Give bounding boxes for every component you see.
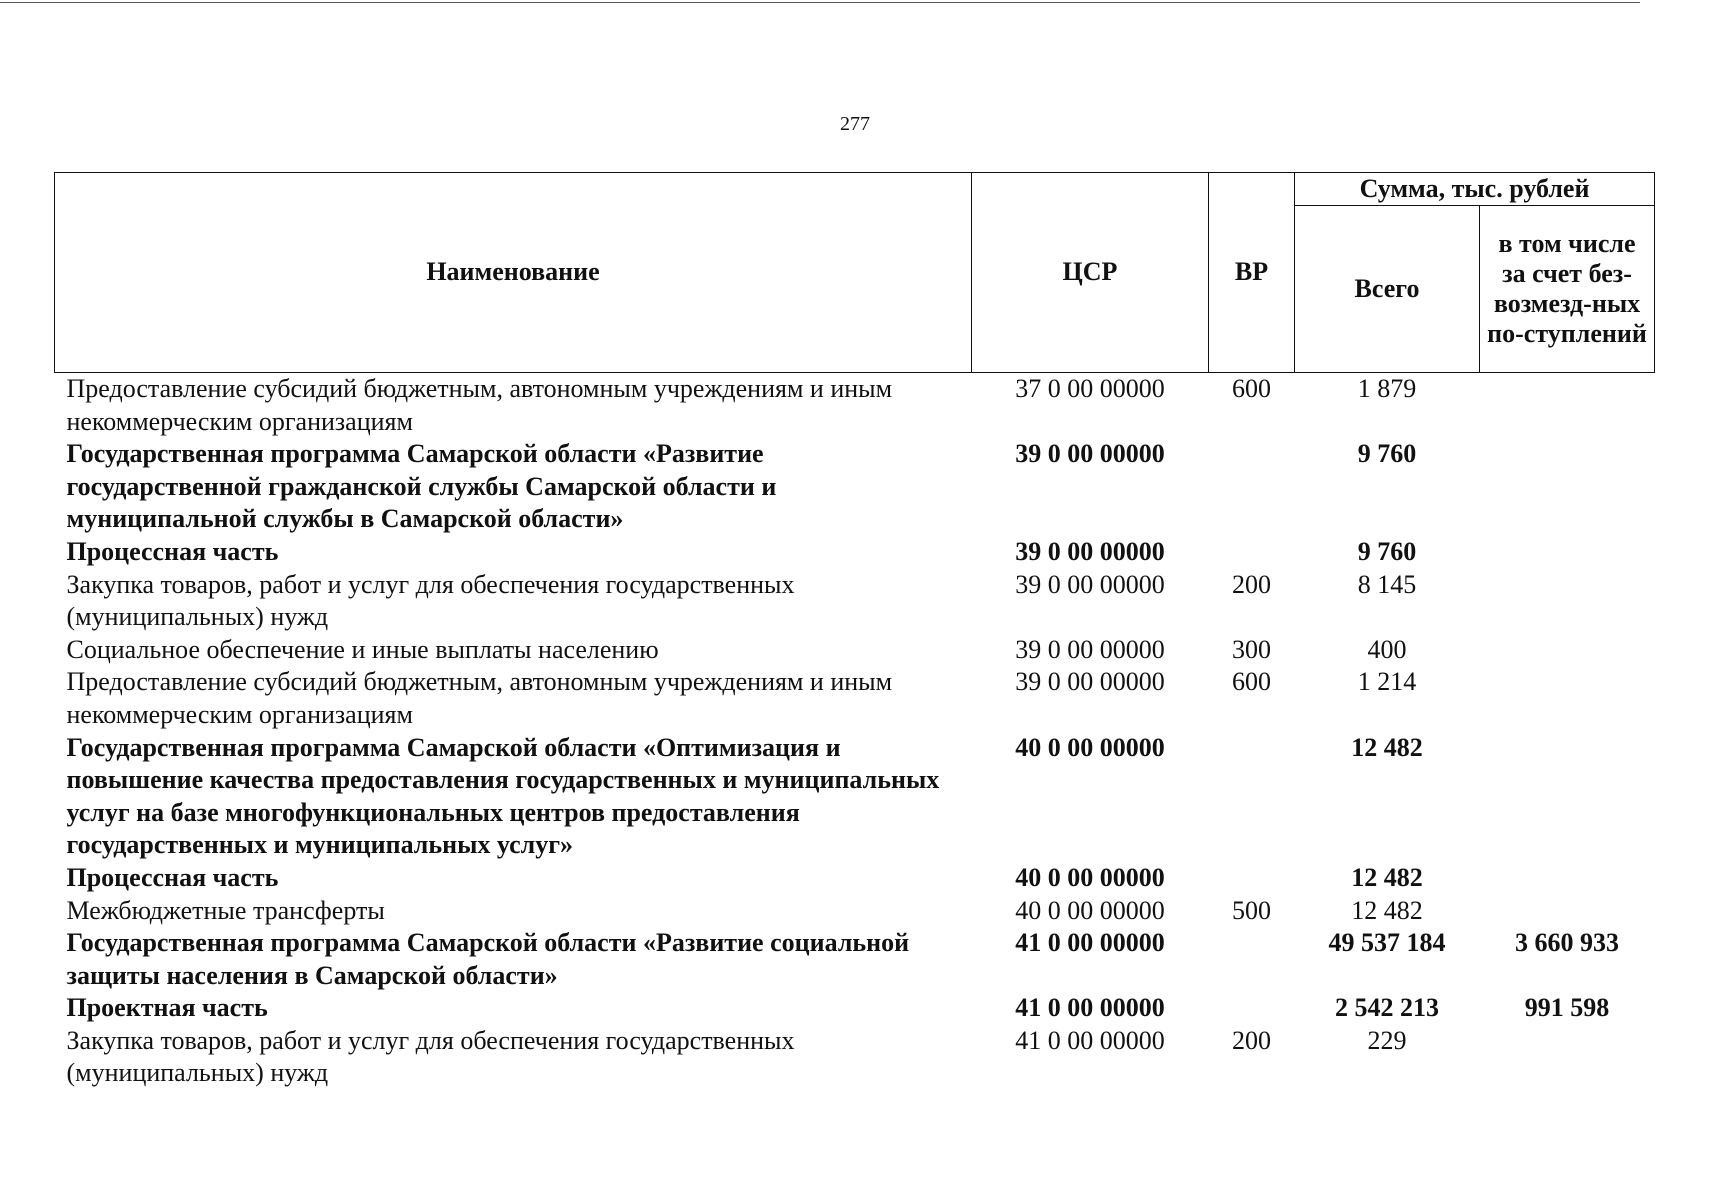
row-csr: 39 0 00 00000 xyxy=(1015,536,1165,566)
table-row xyxy=(55,373,1655,439)
row-total: 1 879 xyxy=(1357,374,1417,403)
header-csr: ЦСР xyxy=(972,173,1209,373)
table-row xyxy=(55,927,1655,992)
row-total: 9 760 xyxy=(1357,439,1417,469)
row-name: Государственная программа Самарской области «Развитие социальной защиты населения в Самарской области» xyxy=(66,928,910,990)
row-vr: 200 xyxy=(1232,1025,1271,1055)
row-total: 8 145 xyxy=(1357,569,1417,599)
row-vr xyxy=(1209,536,1295,569)
row-csr: 41 0 00 00000 xyxy=(1015,1025,1165,1055)
row-csr: 39 0 00 00000 xyxy=(1015,634,1165,664)
row-vr: 200 xyxy=(1232,569,1271,599)
row-total: 49 537 184 xyxy=(1328,928,1446,958)
row-name: Государственная программа Самарской области «Развитие государственной гражданской службы Самарской области и муниципальной службы в Самарской области» xyxy=(66,439,777,534)
row-free xyxy=(1480,732,1655,862)
table-row xyxy=(55,862,1655,895)
row-vr: 600 xyxy=(1232,667,1271,697)
table-row xyxy=(55,732,1655,862)
table-row xyxy=(55,536,1655,569)
row-name: Проектная часть xyxy=(66,993,268,1023)
table-header xyxy=(55,173,1655,373)
row-total: 1 214 xyxy=(1357,667,1417,697)
table-row xyxy=(55,569,1655,634)
row-total: 229 xyxy=(1367,1025,1407,1055)
row-vr xyxy=(1209,732,1295,862)
row-name: Социальное обеспечение и иные выплаты населению xyxy=(66,634,659,664)
row-free: 3 660 933 xyxy=(1515,928,1619,958)
row-name: Предоставление субсидий бюджетным, автономным учреждениям и иным некоммерческим организациям xyxy=(66,667,893,729)
row-free xyxy=(1480,1025,1655,1090)
row-free xyxy=(1480,666,1655,731)
header-free-receipts: в том числе за счет без-возмезд-ных по-ступлений xyxy=(1480,206,1655,373)
row-free xyxy=(1480,536,1655,569)
top-rule xyxy=(0,2,1640,3)
table-body xyxy=(55,373,1655,1091)
header-sum-group: Сумма, тыс. рублей xyxy=(1295,173,1655,206)
row-name: Государственная программа Самарской области «Оптимизация и повышение качества предоставления государственных и муниципальных услуг на базе многофункциональных центров предоставления государственных и муниципальных услуг» xyxy=(66,732,940,860)
row-total: 12 482 xyxy=(1351,862,1423,892)
row-name: Процессная часть xyxy=(66,536,279,566)
table-row xyxy=(55,634,1655,667)
table-row xyxy=(55,438,1655,536)
table-row xyxy=(55,895,1655,928)
row-free xyxy=(1480,895,1655,928)
row-free: 991 598 xyxy=(1524,993,1610,1023)
header-name: Наименование xyxy=(55,173,972,373)
row-name: Межбюджетные трансферты xyxy=(66,895,385,925)
row-free xyxy=(1480,569,1655,634)
row-vr: 600 xyxy=(1232,374,1271,403)
row-vr xyxy=(1209,927,1295,992)
row-total: 400 xyxy=(1367,634,1407,664)
row-free xyxy=(1480,862,1655,895)
row-csr: 39 0 00 00000 xyxy=(1015,667,1165,697)
row-name: Процессная часть xyxy=(66,862,279,892)
table-row xyxy=(55,1025,1655,1090)
row-total: 9 760 xyxy=(1357,536,1417,566)
row-free xyxy=(1480,634,1655,667)
row-csr: 39 0 00 00000 xyxy=(1015,439,1165,469)
row-vr: 500 xyxy=(1232,895,1271,925)
row-total: 12 482 xyxy=(1351,732,1423,762)
row-free xyxy=(1480,438,1655,536)
row-free xyxy=(1480,373,1655,439)
row-name: Предоставление субсидий бюджетным, автономным учреждениям и иным некоммерческим организациям xyxy=(66,374,893,436)
row-vr xyxy=(1209,862,1295,895)
table-row xyxy=(55,992,1655,1025)
budget-table xyxy=(54,172,1655,1090)
row-vr xyxy=(1209,438,1295,536)
header-total: Всего xyxy=(1295,206,1480,373)
row-csr: 40 0 00 00000 xyxy=(1015,895,1165,925)
row-csr: 40 0 00 00000 xyxy=(1015,862,1165,892)
row-vr: 300 xyxy=(1232,634,1271,664)
row-name: Закупка товаров, работ и услуг для обеспечения государственных (муниципальных) нужд xyxy=(66,569,795,632)
table-row xyxy=(55,666,1655,731)
row-csr: 40 0 00 00000 xyxy=(1015,732,1165,762)
row-name: Закупка товаров, работ и услуг для обеспечения государственных (муниципальных) нужд xyxy=(66,1025,795,1088)
row-vr xyxy=(1209,992,1295,1025)
header-vr: ВР xyxy=(1209,173,1295,373)
row-csr: 37 0 00 00000 xyxy=(1015,374,1165,403)
row-total: 2 542 213 xyxy=(1335,993,1439,1023)
row-csr: 41 0 00 00000 xyxy=(1015,993,1165,1023)
row-csr: 39 0 00 00000 xyxy=(1015,569,1165,599)
row-total: 12 482 xyxy=(1351,895,1423,925)
row-csr: 41 0 00 00000 xyxy=(1015,928,1165,958)
page-number: 277 xyxy=(840,113,870,135)
